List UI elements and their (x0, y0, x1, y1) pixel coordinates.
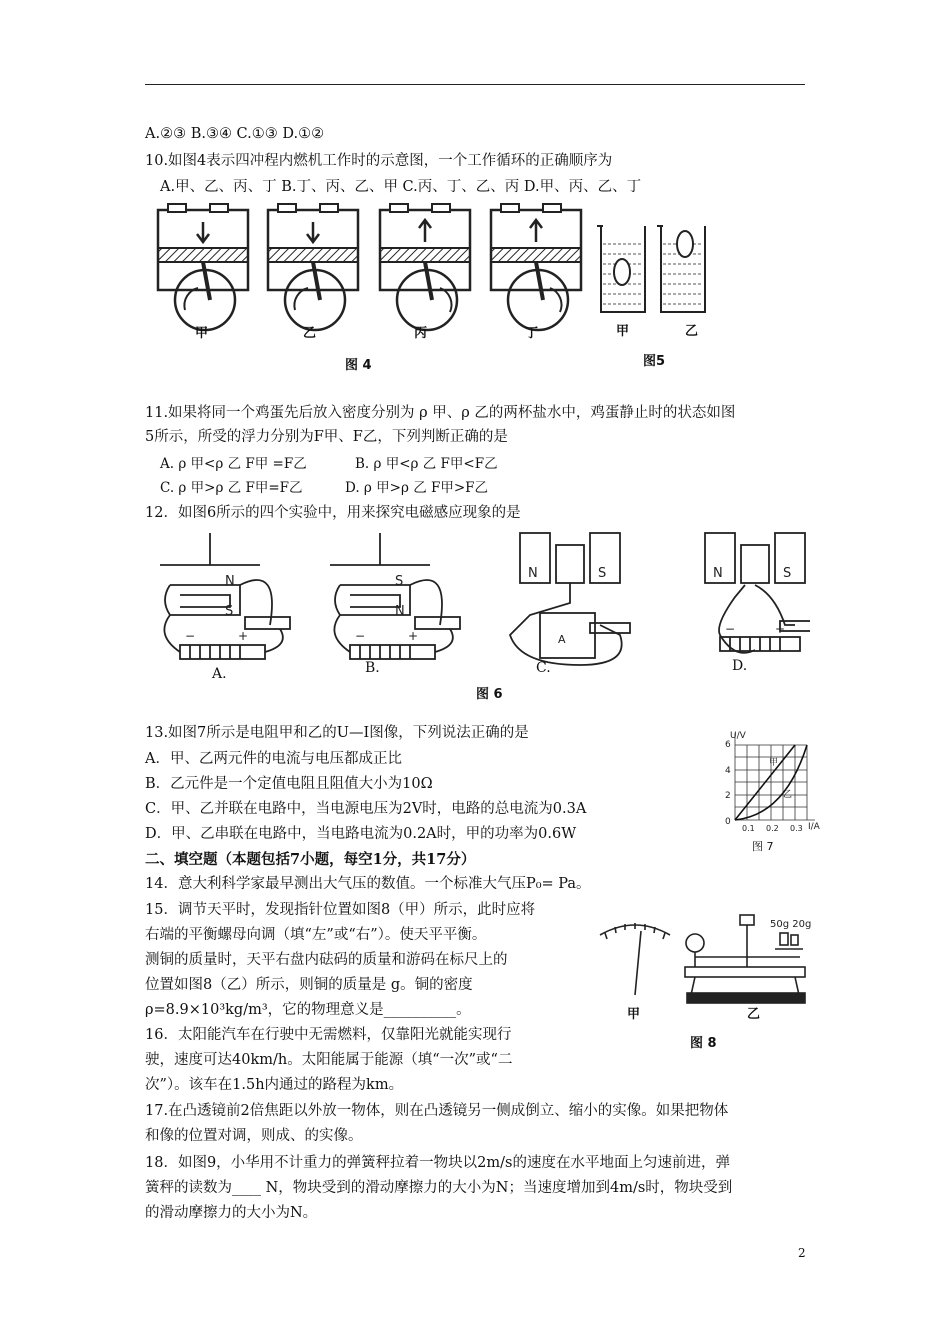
svg-text:−: − (725, 622, 736, 636)
q10-stem: 10.如图4表示四冲程内燃机工作时的示意图，一个工作循环的正确顺序为 (145, 153, 613, 169)
svg-text:A: A (558, 633, 566, 646)
svg-text:+: + (775, 622, 786, 636)
q11-option-b: B. ρ 甲<ρ 乙 F甲<F乙 (355, 456, 498, 472)
fig4-label-jia: 甲 (195, 326, 209, 341)
fig4-caption: 图 4 (345, 358, 372, 373)
q15-line4: 位置如图8（乙）所示，则铜的质量是 g。铜的密度 (145, 977, 473, 993)
q11-line1: 11.如果将同一个鸡蛋先后放入密度分别为 ρ 甲、ρ 乙的两杯盐水中，鸡蛋静止时的状态如图 (145, 405, 736, 421)
q17-line2: 和像的位置对调，则成、的实像。 (145, 1128, 363, 1144)
q11-option-a: A. ρ 甲<ρ 乙 F甲 =F乙 (160, 456, 307, 472)
svg-text:+: + (238, 629, 249, 643)
q18-line2: 簧秤的读数为____ N，物块受到的滑动摩擦力的大小为N；当速度增加到4m/s时，物块受到 (145, 1180, 733, 1196)
svg-text:−: − (185, 629, 196, 643)
section-2-heading: 二、填空题（本题包括7小题，每空1分，共17分） (145, 851, 476, 868)
q10-options: A.甲、乙、丙、丁 B.丁、丙、乙、甲 C.丙、丁、乙、丙 D.甲、丙、乙、丁 (160, 179, 642, 195)
q11-option-c: C. ρ 甲>ρ 乙 F甲=F乙 (160, 480, 303, 496)
figure-4-engine (150, 200, 590, 370)
fig6-label-c: C. (536, 660, 551, 676)
svg-text:+: + (408, 629, 419, 643)
q16-line1: 16．太阳能汽车在行驶中无需燃料，仅靠阳光就能实现行 (145, 1027, 512, 1043)
fig5-label-yi: 乙 (685, 324, 699, 339)
fig7-xtick-01: 0.1 (742, 824, 755, 833)
fig6-label-a: A. (212, 666, 227, 682)
fig4-label-yi: 乙 (303, 326, 317, 341)
page-number: 2 (798, 1246, 806, 1260)
q13-option-d: D．甲、乙串联在电路中，当电路电流为0.2A时，甲的功率为0.6W (145, 826, 577, 842)
fig7-ytick-6: 6 (725, 740, 731, 750)
fig4-label-ding: 丁 (525, 326, 539, 341)
fig8-weights: 50g 20g (770, 919, 812, 930)
q16-line2: 驶，速度可达40km/h。太阳能属于能源（填“一次”或“二 (145, 1052, 513, 1068)
svg-text:S: S (225, 604, 234, 619)
q9-options: A.②③ B.③④ C.①③ D.①② (145, 126, 325, 142)
fig4-label-bing: 丙 (414, 326, 428, 341)
q13-stem: 13.如图7所示是电阻甲和乙的U—I图像，下列说法正确的是 (145, 725, 529, 741)
fig7-ylabel: U/V (730, 731, 746, 741)
q13-option-c: C．甲、乙并联在电路中，当电源电压为2V时，电路的总电流为0.3A (145, 801, 587, 817)
fig7-ytick-0: 0 (725, 817, 731, 827)
fig6-caption: 图 6 (476, 687, 503, 702)
fig7-series-yi: 乙 (783, 790, 793, 800)
figure-5-beakers (595, 222, 715, 322)
svg-text:S: S (395, 574, 404, 589)
figure-7-ui-graph (705, 725, 835, 840)
fig8-label-jia: 甲 (627, 1007, 641, 1022)
fig6-label-b: B. (365, 660, 380, 676)
q15-line3: 测铜的质量时，天平右盘内砝码的质量和游码在标尺上的 (145, 952, 508, 968)
svg-text:N: N (528, 566, 538, 581)
svg-text:N: N (395, 604, 405, 619)
fig7-ytick-4: 4 (725, 766, 731, 776)
q13-option-b: B．乙元件是一个定值电阻且阻值大小为10Ω (145, 776, 433, 792)
fig6-label-d: D. (732, 658, 748, 674)
fig8-caption: 图 8 (690, 1036, 717, 1051)
figure-6-experiments (150, 525, 810, 705)
q11-line2: 5所示，所受的浮力分别为F甲、F乙，下列判断正确的是 (145, 429, 508, 445)
q13-option-a: A．甲、乙两元件的电流与电压都成正比 (145, 751, 402, 767)
fig7-xtick-03: 0.3 (790, 824, 803, 833)
figure-8-balance (595, 905, 815, 1015)
q18-line1: 18．如图9，小华用不计重力的弹簧秤拉着一物块以2m/s的速度在水平地面上匀速前进，弹 (145, 1155, 730, 1171)
svg-text:−: − (355, 629, 366, 643)
q16-line3: 次”）。该车在1.5h内通过的路程为km。 (145, 1077, 404, 1093)
svg-text:S: S (783, 566, 792, 581)
q15-line1: 15．调节天平时，发现指针位置如图8（甲）所示，此时应将 (145, 902, 536, 918)
q18-line3: 的滑动摩擦力的大小为N。 (145, 1205, 318, 1221)
fig7-ytick-2: 2 (725, 791, 731, 801)
fig5-caption: 图5 (643, 354, 666, 369)
q11-option-d: D. ρ 甲>ρ 乙 F甲>F乙 (345, 480, 489, 496)
header-rule (145, 84, 805, 85)
svg-text:S: S (598, 566, 607, 581)
svg-text:N: N (225, 574, 235, 589)
q15-line5: ρ=8.9×10³kg/m³，它的物理意义是__________。 (145, 1002, 471, 1018)
fig8-label-yi: 乙 (747, 1007, 761, 1022)
q15-line2: 右端的平衡螺母向调（填“左”或“右”）。使天平平衡。 (145, 927, 487, 943)
svg-text:N: N (713, 566, 723, 581)
q14: 14．意大利科学家最早测出大气压的数值。一个标准大气压P₀= Pa。 (145, 876, 591, 892)
fig7-xtick-02: 0.2 (766, 824, 779, 833)
q17-line1: 17.在凸透镜前2倍焦距以外放一物体，则在凸透镜另一侧成倒立、缩小的实像。如果把物体 (145, 1103, 729, 1119)
fig7-xlabel: I/A (808, 822, 820, 832)
fig7-series-jia: 甲 (769, 758, 779, 768)
fig5-label-jia: 甲 (616, 324, 630, 339)
q12-stem: 12．如图6所示的四个实验中，用来探究电磁感应现象的是 (145, 505, 521, 521)
fig7-caption: 图 7 (752, 840, 774, 853)
